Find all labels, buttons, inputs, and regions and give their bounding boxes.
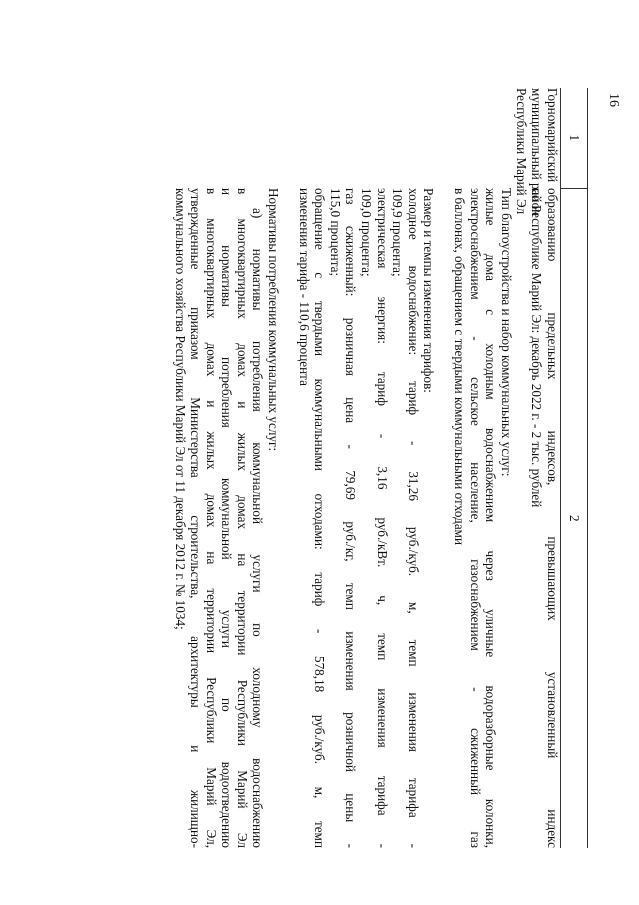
text-line: в баллонах, обращением с твердыми коммунальными отходами xyxy=(452,188,468,546)
text-line: и нормативы потребления коммунальной услуги по водоотведению xyxy=(219,188,235,848)
region-line: Горномарийский xyxy=(545,88,560,183)
intro-paragraph xyxy=(529,188,560,848)
text-line: 109,9 процента; xyxy=(390,188,406,277)
tariff-table xyxy=(172,88,588,848)
content-cell xyxy=(172,188,561,848)
text-line: холодное водоснабжение: тариф - 31,26 руб./куб. м, темп изменения тарифа - xyxy=(405,188,421,848)
text-line: газ сжиженный: розничная цена - 79,69 руб./кг, темп изменения розничной цены - xyxy=(343,188,359,848)
page-number: 16 xyxy=(606,93,621,107)
text-line: электрическая энергия: тариф - 3,16 руб./кВт. ч, темп изменения тарифа - xyxy=(374,188,390,848)
text-line: в многоквартирных домах и жилых домах на территории Республики Марий Эл xyxy=(234,188,250,848)
table-row xyxy=(172,88,561,848)
text-line: электроснабжением - сельское население, газоснабжением - сжиженный газ xyxy=(467,188,483,848)
text-line: утвержденные приказом Министерства строительства, архитектуры и жилищно- xyxy=(188,188,204,848)
column-2-header: 2 xyxy=(561,188,588,848)
text-line: а) нормативы потребления коммунальной услуги по холодному водоснабжению xyxy=(250,208,266,848)
text-line: 109,0 процента; xyxy=(359,188,375,277)
region-line: Республики Марий Эл xyxy=(513,88,529,215)
text-line: коммунального хозяйства Республики Марий Эл от 11 декабря 2012 г. № 1034; xyxy=(172,188,188,630)
text-line: Тип благоустройства и набор коммунальных услуг: xyxy=(498,188,514,477)
text-line: Размер и темпы изменения тарифов: xyxy=(421,188,437,393)
text-line: образованию предельных индексов, превышающих установленный индекс xyxy=(545,188,560,848)
text-line: в многоквартирных домах и жилых домах на территории Республики Марий Эл, xyxy=(203,188,219,848)
text-line: Нормативы потребления коммунальных услуг: xyxy=(266,188,282,452)
rotated-page-content xyxy=(88,88,588,848)
tariffs-paragraph xyxy=(296,188,436,848)
text-line: обращение с твердыми коммунальными отходами: тариф - 578,18 руб./куб. м, темп xyxy=(312,188,328,848)
table-header-row xyxy=(561,88,588,848)
column-1-header: 1 xyxy=(561,88,588,188)
region-cell xyxy=(172,88,561,217)
norms-paragraph xyxy=(172,188,281,848)
text-line: изменения тарифа - 110,6 процента xyxy=(296,188,312,386)
region-line: муниципальный район xyxy=(529,88,545,217)
amenities-paragraph xyxy=(451,188,513,848)
text-line: по Республике Марий Эл: декабрь 2022 г. - 2 тыс. рублей xyxy=(529,188,545,508)
text-line: 115,0 процента; xyxy=(327,188,343,277)
text-line: жилые дома с холодным водоснабжением через уличные водоразборные колонки, xyxy=(483,188,499,848)
